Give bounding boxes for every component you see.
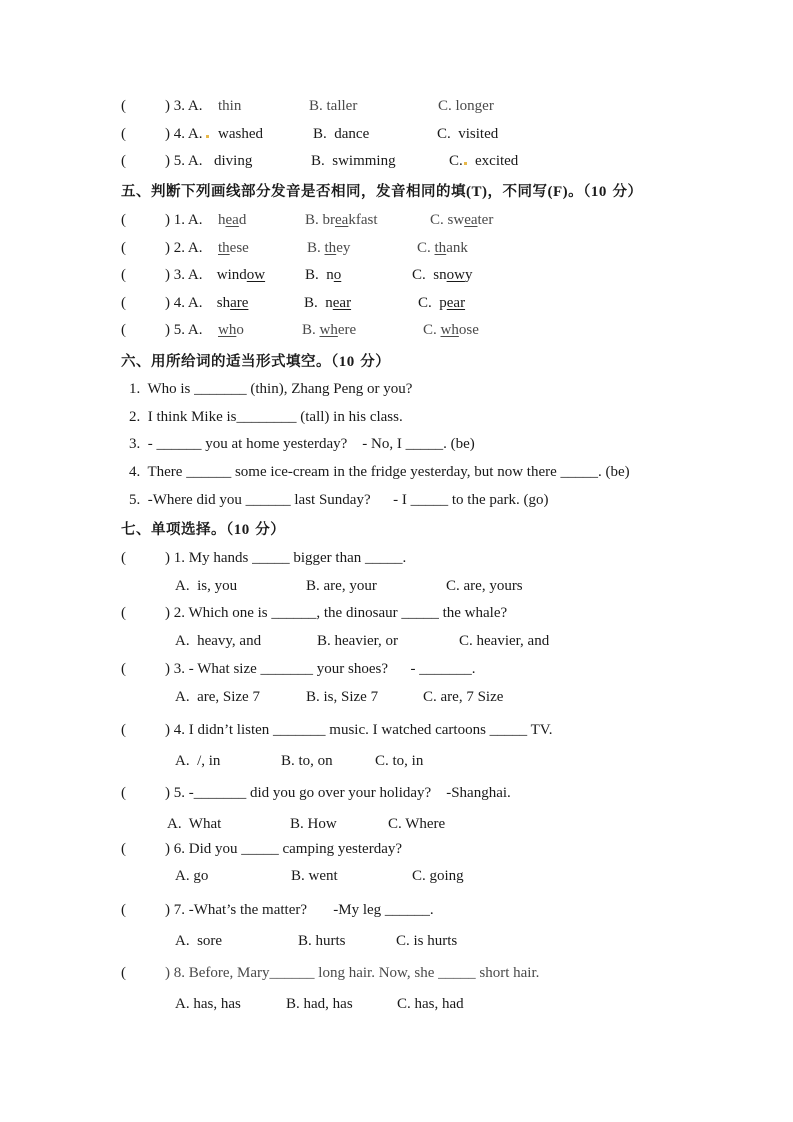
section7-title <box>121 518 285 539</box>
option-b: B. taller <box>309 98 358 114</box>
option-a <box>213 294 248 312</box>
answer-paren: ( <box>121 722 126 738</box>
answer-paren: ( <box>121 661 126 677</box>
option-b <box>307 239 350 257</box>
underlined-sound: ea <box>335 212 349 228</box>
section5-title <box>121 180 642 201</box>
answer-paren: ( <box>121 98 126 114</box>
underlined-sound: th <box>324 240 337 256</box>
option-c: C. heavier, and <box>459 633 550 649</box>
question-number: ) 1. A. <box>165 212 203 228</box>
answer-paren: ( <box>121 295 126 311</box>
answer-paren: ( <box>121 785 126 801</box>
question-number: ) 3. A. <box>165 267 203 283</box>
option-b-text: B. br <box>305 212 335 228</box>
option-c: C. visited <box>437 126 499 142</box>
underlined-sound: wh <box>440 322 459 338</box>
underlined-sound: wh <box>218 322 237 338</box>
option-a: thin <box>218 98 242 114</box>
option-c <box>417 239 468 257</box>
section5-score: 10 <box>590 184 607 200</box>
highlight-dot <box>463 152 467 170</box>
underlined-sound: are <box>230 295 249 311</box>
section5-title-end: 。（ <box>568 184 591 200</box>
question-number: ) 5. A. <box>165 153 203 169</box>
option-b: B. had, has <box>286 996 353 1012</box>
option-b: B. is, Size 7 <box>306 689 379 705</box>
option-a-text-end: o <box>236 322 244 338</box>
option-b: B. heavier, or <box>317 633 399 649</box>
option-b <box>305 211 378 229</box>
fill-blank-item-5: 5. -Where did you ______ last Sunday? - I _____ to the park. (go) <box>129 492 549 508</box>
option-a <box>218 239 249 257</box>
option-c: C. longer <box>438 98 494 114</box>
option-a: A. What <box>167 816 222 832</box>
option-a-text: sh <box>213 295 231 311</box>
underlined-sound: o <box>333 267 342 283</box>
section6-title <box>121 350 390 371</box>
question-number: ) 2. A. <box>165 240 203 256</box>
option-c: C. going <box>412 868 464 884</box>
option-b-text-end: ey <box>336 240 351 256</box>
option-b: B. How <box>290 816 337 832</box>
answer-paren: ( <box>121 212 126 228</box>
section7-title-text: 七、单项选择。（ <box>121 522 234 538</box>
option-b-text: B. n <box>305 267 334 283</box>
option-c-text: C. <box>423 322 441 338</box>
option-b: B. swimming <box>311 153 396 169</box>
option-c-text-end: y <box>464 267 473 283</box>
question-number: ) 3. A. <box>165 98 203 114</box>
option-b-text: B. <box>302 322 320 338</box>
option-c-text: C. <box>417 240 435 256</box>
answer-paren: ( <box>121 240 126 256</box>
option-a: diving <box>214 153 253 169</box>
underlined-sound: ear <box>332 295 352 311</box>
option-a-text: wind <box>213 267 247 283</box>
option-b-text-end: ere <box>337 322 357 338</box>
section7-score: 10 <box>233 522 250 538</box>
section6-title-close: 分） <box>354 354 391 370</box>
underlined-sound: ow <box>446 267 465 283</box>
option-c-text: C. sw <box>430 212 465 228</box>
option-a-text: h <box>218 212 226 228</box>
option-c-text: C. p <box>418 295 447 311</box>
section5-title-t: (T) <box>466 184 488 200</box>
question-text: ) 1. My hands _____ bigger than _____. <box>165 550 407 566</box>
section5-title-close: 分） <box>606 184 643 200</box>
section5-title-f: (F) <box>547 184 569 200</box>
underlined-sound: wh <box>319 322 338 338</box>
question-text: ) 2. Which one is ______, the dinosaur _____ the whale? <box>165 605 508 621</box>
fill-blank-item-1: 1. Who is _______ (thin), Zhang Peng or you? <box>129 381 413 397</box>
option-b-text: B. n <box>304 295 333 311</box>
underlined-sound: ea <box>464 212 478 228</box>
option-b: B. dance <box>313 126 370 142</box>
option-c-text-end: ter <box>477 212 494 228</box>
option-c <box>423 321 479 339</box>
option-c: C. has, had <box>397 996 464 1012</box>
option-b <box>305 266 341 284</box>
option-c-text-end: ank <box>446 240 468 256</box>
option-a <box>218 211 246 229</box>
option-a: A. has, has <box>175 996 241 1012</box>
question-text: ) 8. Before, Mary______ long hair. Now, she _____ short hair. <box>165 965 540 981</box>
question-text: ) 6. Did you _____ camping yesterday? <box>165 841 403 857</box>
option-a: A. heavy, and <box>175 633 262 649</box>
option-a: A. /, in <box>175 753 221 769</box>
answer-paren: ( <box>121 605 126 621</box>
underlined-sound: th <box>218 240 230 256</box>
question-text: ) 3. - What size _______ your shoes? - _______. <box>165 661 476 677</box>
option-a: A. are, Size 7 <box>175 689 260 705</box>
option-a: A. is, you <box>175 578 238 594</box>
answer-paren: ( <box>121 267 126 283</box>
option-a <box>213 266 265 284</box>
option-c: C. to, in <box>375 753 424 769</box>
answer-paren: ( <box>121 902 126 918</box>
answer-paren: ( <box>121 126 126 142</box>
highlight-dot <box>205 125 209 143</box>
option-a: A. go <box>175 868 209 884</box>
question-text: ) 5. -_______ did you go over your holiday? -Shanghai. <box>165 785 511 801</box>
option-b <box>304 294 351 312</box>
answer-paren: ( <box>121 841 126 857</box>
option-c-label: C. <box>449 153 463 169</box>
option-c: C. are, 7 Size <box>423 689 504 705</box>
option-b: B. to, on <box>281 753 333 769</box>
answer-paren: ( <box>121 965 126 981</box>
option-c: C. Where <box>388 816 446 832</box>
option-a-text-end: ese <box>229 240 249 256</box>
underlined-sound: th <box>434 240 447 256</box>
option-a <box>218 321 244 339</box>
option-c-text-end: ose <box>458 322 479 338</box>
underlined-sound: ow <box>246 267 266 283</box>
option-b-text: B. <box>307 240 325 256</box>
option-a-text-end: d <box>238 212 247 228</box>
section6-title-text: 六、用所给词的适当形式填空。（ <box>121 354 339 370</box>
option-b: B. went <box>291 868 338 884</box>
option-c <box>430 211 493 229</box>
question-text: ) 7. -What’s the matter? -My leg ______. <box>165 902 434 918</box>
option-c-text: C. sn <box>412 267 447 283</box>
option-b <box>302 321 356 339</box>
fill-blank-item-3: 3. - ______ you at home yesterday? - No, I _____. (be) <box>129 436 475 452</box>
question-text: ) 4. I didn’t listen _______ music. I watched cartoons _____ TV. <box>165 722 553 738</box>
fill-blank-item-4: 4. There ______ some ice-cream in the fridge yesterday, but now there _____. (be) <box>129 464 630 480</box>
option-b: B. hurts <box>298 933 346 949</box>
option-b-text-end: kfast <box>348 212 378 228</box>
question-number: ) 5. A. <box>165 322 203 338</box>
option-a: A. sore <box>175 933 223 949</box>
option-c: C. are, yours <box>446 578 523 594</box>
answer-paren: ( <box>121 322 126 338</box>
answer-paren: ( <box>121 153 126 169</box>
section5-title-mid: ，不同写 <box>487 184 548 200</box>
answer-paren: ( <box>121 550 126 566</box>
question-number: ) 4. A. <box>165 295 203 311</box>
fill-blank-item-2: 2. I think Mike is________ (tall) in his class. <box>129 409 403 425</box>
option-a: washed <box>218 126 263 142</box>
option-c <box>418 294 465 312</box>
section5-title-text: 五、判断下列画线部分发音是否相同，发音相同的填 <box>121 184 466 200</box>
option-c: C. is hurts <box>396 933 458 949</box>
option-b: B. are, your <box>306 578 377 594</box>
section7-title-close: 分） <box>249 522 286 538</box>
underlined-sound: ea <box>225 212 239 228</box>
section6-score: 10 <box>338 354 355 370</box>
option-c: excited <box>475 153 519 169</box>
option-c <box>412 266 472 284</box>
question-number: ) 4. A. <box>165 126 203 142</box>
underlined-sound: ear <box>446 295 466 311</box>
